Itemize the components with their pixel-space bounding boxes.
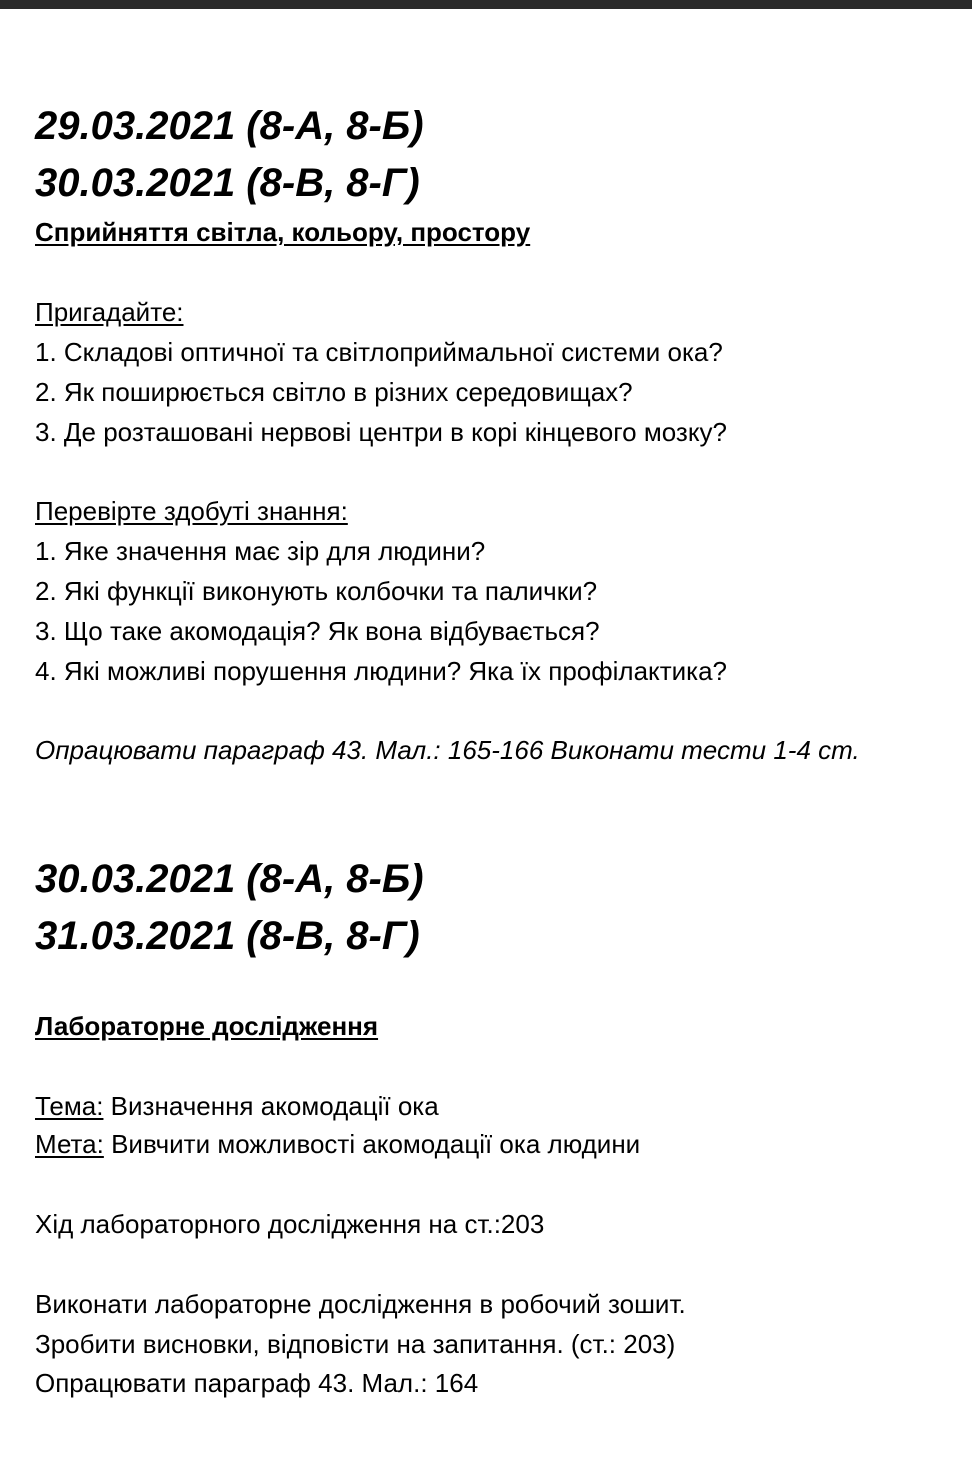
recall-item-2: 2. Як поширюється світло в різних середовищах? [35, 377, 633, 407]
recall-heading: Пригадайте: [35, 297, 184, 327]
procedure-line: Хід лабораторного дослідження на ст.:203 [35, 1209, 545, 1239]
check-item-1: 1. Яке значення має зір для людини? [35, 536, 486, 566]
theme-line [35, 1093, 439, 1119]
theme-label: Тема: [35, 1091, 104, 1121]
goal-value: Вивчити можливості акомодації ока людини [103, 1129, 641, 1159]
goal-label: Мета: [35, 1129, 104, 1159]
section2-date-1: 30.03.2021 (8-А, 8-Б) [35, 857, 424, 901]
section2-date-2: 31.03.2021 (8-В, 8-Г) [35, 914, 420, 958]
task-3: Опрацювати параграф 43. Мал.: 164 [35, 1368, 479, 1398]
theme-value: Визначення акомодації ока [103, 1091, 439, 1121]
section1-assignment: Опрацювати параграф 43. Мал.: 165-166 Виконати тести 1-4 ст. [35, 735, 860, 765]
section1-date-2: 30.03.2021 (8-В, 8-Г) [35, 161, 420, 205]
check-item-3: 3. Що таке акомодація? Як вона відбувається? [35, 616, 600, 646]
task-2: Зробити висновки, відповісти на запитання. (ст.: 203) [35, 1329, 676, 1359]
section2-topic: Лабораторне дослідження [35, 1011, 379, 1041]
recall-item-3: 3. Де розташовані нервові центри в корі кінцевого мозку? [35, 417, 727, 447]
goal-line [35, 1131, 640, 1157]
check-item-2: 2. Які функції виконують колбочки та палички? [35, 576, 598, 606]
section1-date-1: 29.03.2021 (8-А, 8-Б) [35, 104, 424, 148]
check-heading: Перевірте здобуті знання: [35, 496, 348, 526]
check-item-4: 4. Які можливі порушення людини? Яка їх профілактика? [35, 656, 728, 686]
recall-item-1: 1. Складові оптичної та світлоприймальної системи ока? [35, 337, 723, 367]
section1-topic: Сприйняття світла, кольору, простору [35, 217, 531, 247]
top-bar [0, 0, 972, 9]
task-1: Виконати лабораторне дослідження в робочий зошит. [35, 1289, 686, 1319]
